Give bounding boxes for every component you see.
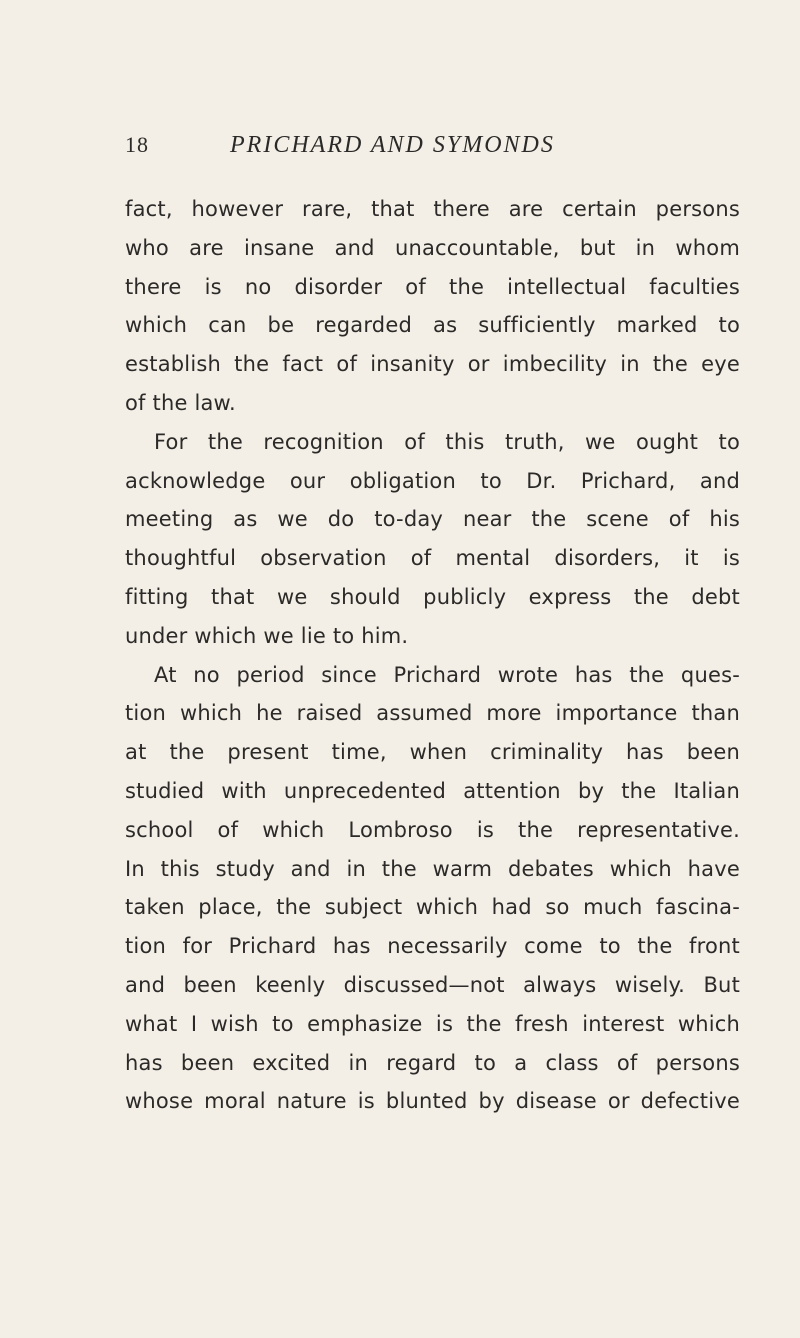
text-line: meeting as we do to-day near the scene of his: [125, 507, 740, 532]
text-line: studied with unprecedented attention by the Italian: [125, 778, 740, 803]
text-line: establish the fact of insanity or imbecility in the eye: [125, 352, 740, 377]
running-title: PRICHARD AND SYMONDS: [230, 132, 555, 158]
text-line: at the present time, when criminality has been: [125, 740, 740, 765]
text-line: what I wish to emphasize is the fresh interest which: [125, 1011, 740, 1036]
text-line: under which we lie to him.: [125, 623, 409, 648]
text-line: school of which Lombroso is the representative.: [125, 817, 740, 842]
text-line: there is no disorder of the intellectual faculties: [125, 274, 740, 299]
text-line: In this study and in the warm debates which have: [125, 856, 740, 881]
running-head: [125, 132, 735, 164]
text-line: of the law.: [125, 390, 236, 415]
text-line: whose moral nature is blunted by disease or defective: [125, 1089, 740, 1114]
text-line: and been keenly discussed—not always wisely. But: [125, 972, 740, 997]
text-line: who are insane and unaccountable, but in whom: [125, 235, 740, 260]
text-line: which can be regarded as sufficiently marked to: [125, 313, 740, 338]
page-number: 18: [125, 132, 149, 157]
body-text: [125, 190, 740, 1121]
text-line: tion which he raised assumed more importance than: [125, 701, 740, 726]
text-line: fact, however rare, that there are certain persons: [125, 197, 740, 221]
text-line: tion for Prichard has necessarily come to the front: [125, 934, 740, 959]
paragraph-start-line: At no period since Prichard wrote has the ques-: [154, 662, 740, 687]
text-line: thoughtful observation of mental disorders, it is: [125, 546, 740, 571]
text-line: has been excited in regard to a class of persons: [125, 1050, 740, 1075]
text-line: acknowledge our obligation to Dr. Prichard, and: [125, 468, 740, 493]
text-line: fitting that we should publicly express the debt: [125, 584, 740, 609]
text-line: taken place, the subject which had so much fascina-: [125, 895, 740, 920]
paragraph-start-line: For the recognition of this truth, we ought to: [154, 429, 740, 454]
